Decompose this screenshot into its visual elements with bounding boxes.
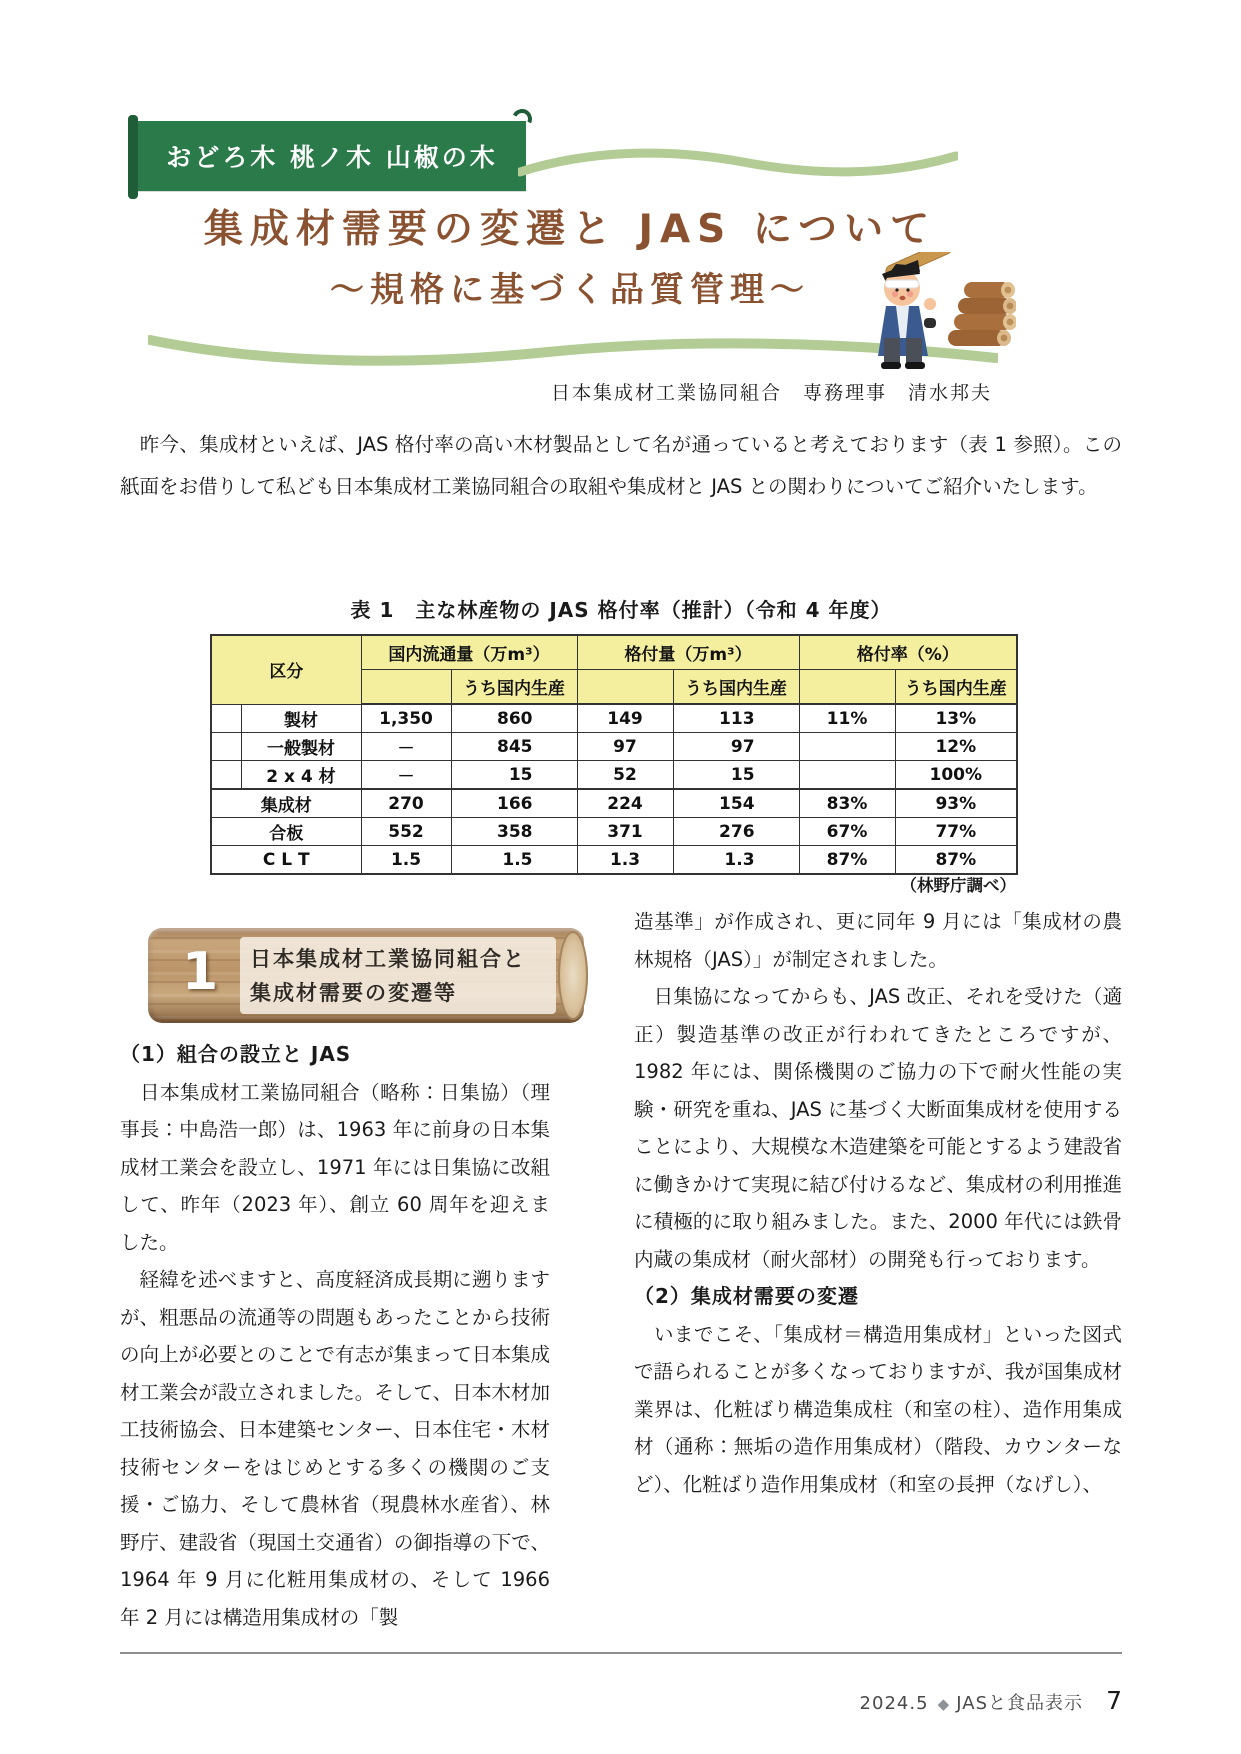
cell-graded: 149 [577, 704, 673, 733]
body-paragraph: 経緯を述べますと、高度経済成長期に遡りますが、粗悪品の流通等の問題もあったことから技術の向上が必要とのことで有志が集まって日本集成材工業会が設立されました。そして、日本木材加工技術協会、日本建築センター、日本住宅・木材技術センターをはじめとする多くの機関のご支援・ご協力、そして農林省（現農林水産省）、林野庁、建設省（現国土交通省）の御指導の下で、1964 年 9 月に化粧用集成材の、そして 1966 年 2 月には構造用集成材の「製 [120, 1268, 550, 1629]
cell-volume: 1.5 [361, 846, 451, 875]
right-column [634, 903, 1122, 1503]
cell-volume-domestic: 358 [451, 818, 577, 846]
cell-graded: 52 [577, 761, 673, 790]
row-indent [211, 704, 241, 733]
col-header-volume: 国内流通量（万m³） [361, 635, 577, 670]
cell-graded-domestic: 113 [673, 704, 799, 733]
cell-volume-domestic: 845 [451, 733, 577, 761]
row-indent [211, 761, 241, 790]
col-header-volume-domestic: うち国内生産 [451, 670, 577, 705]
row-label: 製材 [241, 704, 361, 733]
cell-rate-domestic: 13% [895, 704, 1017, 733]
section-heading-line2: 集成材需要の変遷等 [250, 980, 457, 1005]
cell-rate-domestic: 77% [895, 818, 1017, 846]
cell-graded: 371 [577, 818, 673, 846]
footer-issue: 2024.5 [859, 1693, 929, 1714]
body-paragraph: いまでこそ、「集成材＝構造用集成材」といった図式で語られることが多くなっておりますが、我が国集成材業界は、化粧ばり構造集成柱（和室の柱）、造作用集成材（通称：無垢の造作用集成材）（階段、カウンターなど）、化粧ばり造作用集成材（和室の長押（なげし）、 [634, 1322, 1122, 1496]
section-heading-line1: 日本集成材工業協同組合と [250, 946, 526, 971]
cell-rate [799, 733, 895, 761]
cell-volume-domestic: 15 [451, 761, 577, 790]
cell-rate: 87% [799, 846, 895, 875]
cell-graded-domestic: 15 [673, 761, 799, 790]
footer-page-number: 7 [1106, 1686, 1122, 1715]
row-indent [211, 733, 241, 761]
table1-source-note: （林野庁調べ） [900, 876, 1016, 895]
series-ribbon [138, 121, 526, 191]
footer-diamond-icon: ◆ [937, 1695, 950, 1713]
col-header-rate: 格付率（%） [799, 635, 1017, 670]
row-label: 2 x 4 材 [241, 761, 361, 790]
cell-rate-domestic: 12% [895, 733, 1017, 761]
decorative-wave-top [518, 142, 958, 186]
cell-graded-domestic: 1.3 [673, 846, 799, 875]
table-row [211, 704, 1017, 733]
table-row [211, 789, 1017, 818]
cell-rate: 67% [799, 818, 895, 846]
col-header-rate-domestic: うち国内生産 [895, 670, 1017, 705]
author-byline: 日本集成材工業協同組合 専務理事 清水邦夫 [550, 382, 992, 404]
article-title: 集成材需要の変遷と JAS について [203, 207, 937, 252]
col-header-category: 区分 [211, 635, 361, 704]
cell-volume-domestic: 166 [451, 789, 577, 818]
section-heading-panel [240, 937, 556, 1014]
cell-graded-domestic: 276 [673, 818, 799, 846]
cell-rate-domestic: 87% [895, 846, 1017, 875]
col-header-graded-domestic: うち国内生産 [673, 670, 799, 705]
worker-icon [878, 252, 953, 369]
footer-journal-title: JASと食品表示 [956, 1693, 1083, 1714]
cell-rate: 11% [799, 704, 895, 733]
cell-volume: － [361, 733, 451, 761]
col-header-graded: 格付量（万m³） [577, 635, 799, 670]
row-label: 集成材 [211, 789, 361, 818]
worker-logs-illustration [836, 252, 1016, 372]
cell-volume-domestic: 1.5 [451, 846, 577, 875]
cell-rate-domestic: 100% [895, 761, 1017, 790]
article-subtitle: ～規格に基づく品質管理～ [330, 270, 810, 310]
body-paragraph: 日集協になってからも、JAS 改正、それを受けた（適正）製造基準の改正が行われてきたところですが、1982 年には、関係機関のご協力の下で耐火性能の実験・研究を重ね、JAS に基づく大断面集成材を使用することにより、大規模な木造建築を可能とするよう建設省に働きかけて実現に結び付けるなど、集成材の利用推進に積極的に取り組みました。また、2000 年代には鉄骨内蔵の集成材（耐火部材）の開発も行っております。 [634, 985, 1122, 1271]
body-paragraph: 日本集成材工業協同組合（略称：日集協）（理事長：中島浩一郎）は、1963 年に前身の日本集成材工業会を設立し、1971 年には日集協に改組して、昨年（2023 年）、創立 60 周年を迎えました。 [120, 1080, 550, 1254]
row-label: 一般製材 [241, 733, 361, 761]
footer-rule [120, 1652, 1122, 1654]
table-row [211, 733, 1017, 761]
cell-rate: 83% [799, 789, 895, 818]
table-row [211, 846, 1017, 875]
series-ribbon-label: おどろ木 桃ノ木 山椒の木 [166, 143, 498, 172]
cell-graded: 224 [577, 789, 673, 818]
cell-volume: 1,350 [361, 704, 451, 733]
col-header-spacer [577, 670, 673, 705]
logs-icon [948, 282, 1016, 346]
cell-graded-domestic: 154 [673, 789, 799, 818]
cell-volume: 552 [361, 818, 451, 846]
subsection-2-heading: （2）集成材需要の変遷 [634, 1284, 859, 1308]
cell-rate-domestic: 93% [895, 789, 1017, 818]
col-header-spacer [799, 670, 895, 705]
cell-graded: 1.3 [577, 846, 673, 875]
row-label: C L T [211, 846, 361, 875]
cell-volume: － [361, 761, 451, 790]
subsection-1-heading: （1）組合の設立と JAS [120, 1042, 352, 1066]
cell-rate [799, 761, 895, 790]
row-label: 合板 [211, 818, 361, 846]
left-column [120, 1036, 550, 1636]
footer [120, 1686, 1122, 1715]
cell-volume: 270 [361, 789, 451, 818]
table1 [210, 634, 1018, 875]
table-row [211, 761, 1017, 790]
intro-paragraph: 昨今、集成材といえば、JAS 格付率の高い木材製品として名が通っていると考えております（表 1 参照）。この紙面をお借りして私ども日本集成材工業協同組合の取組や集成材と JAS との関わりについてご紹介いたします。 [120, 433, 1122, 498]
cell-graded-domestic: 97 [673, 733, 799, 761]
table1-caption: 表 1 主な林産物の JAS 格付率（推計）（令和 4 年度） [350, 598, 892, 622]
cell-graded: 97 [577, 733, 673, 761]
body-paragraph: 造基準」が作成され、更に同年 9 月には「集成材の農林規格（JAS）」が制定されました。 [634, 910, 1122, 971]
cell-volume-domestic: 860 [451, 704, 577, 733]
table-row [211, 818, 1017, 846]
section-1-banner [148, 928, 584, 1023]
col-header-spacer [361, 670, 451, 705]
section-number: 1 [182, 942, 219, 1002]
